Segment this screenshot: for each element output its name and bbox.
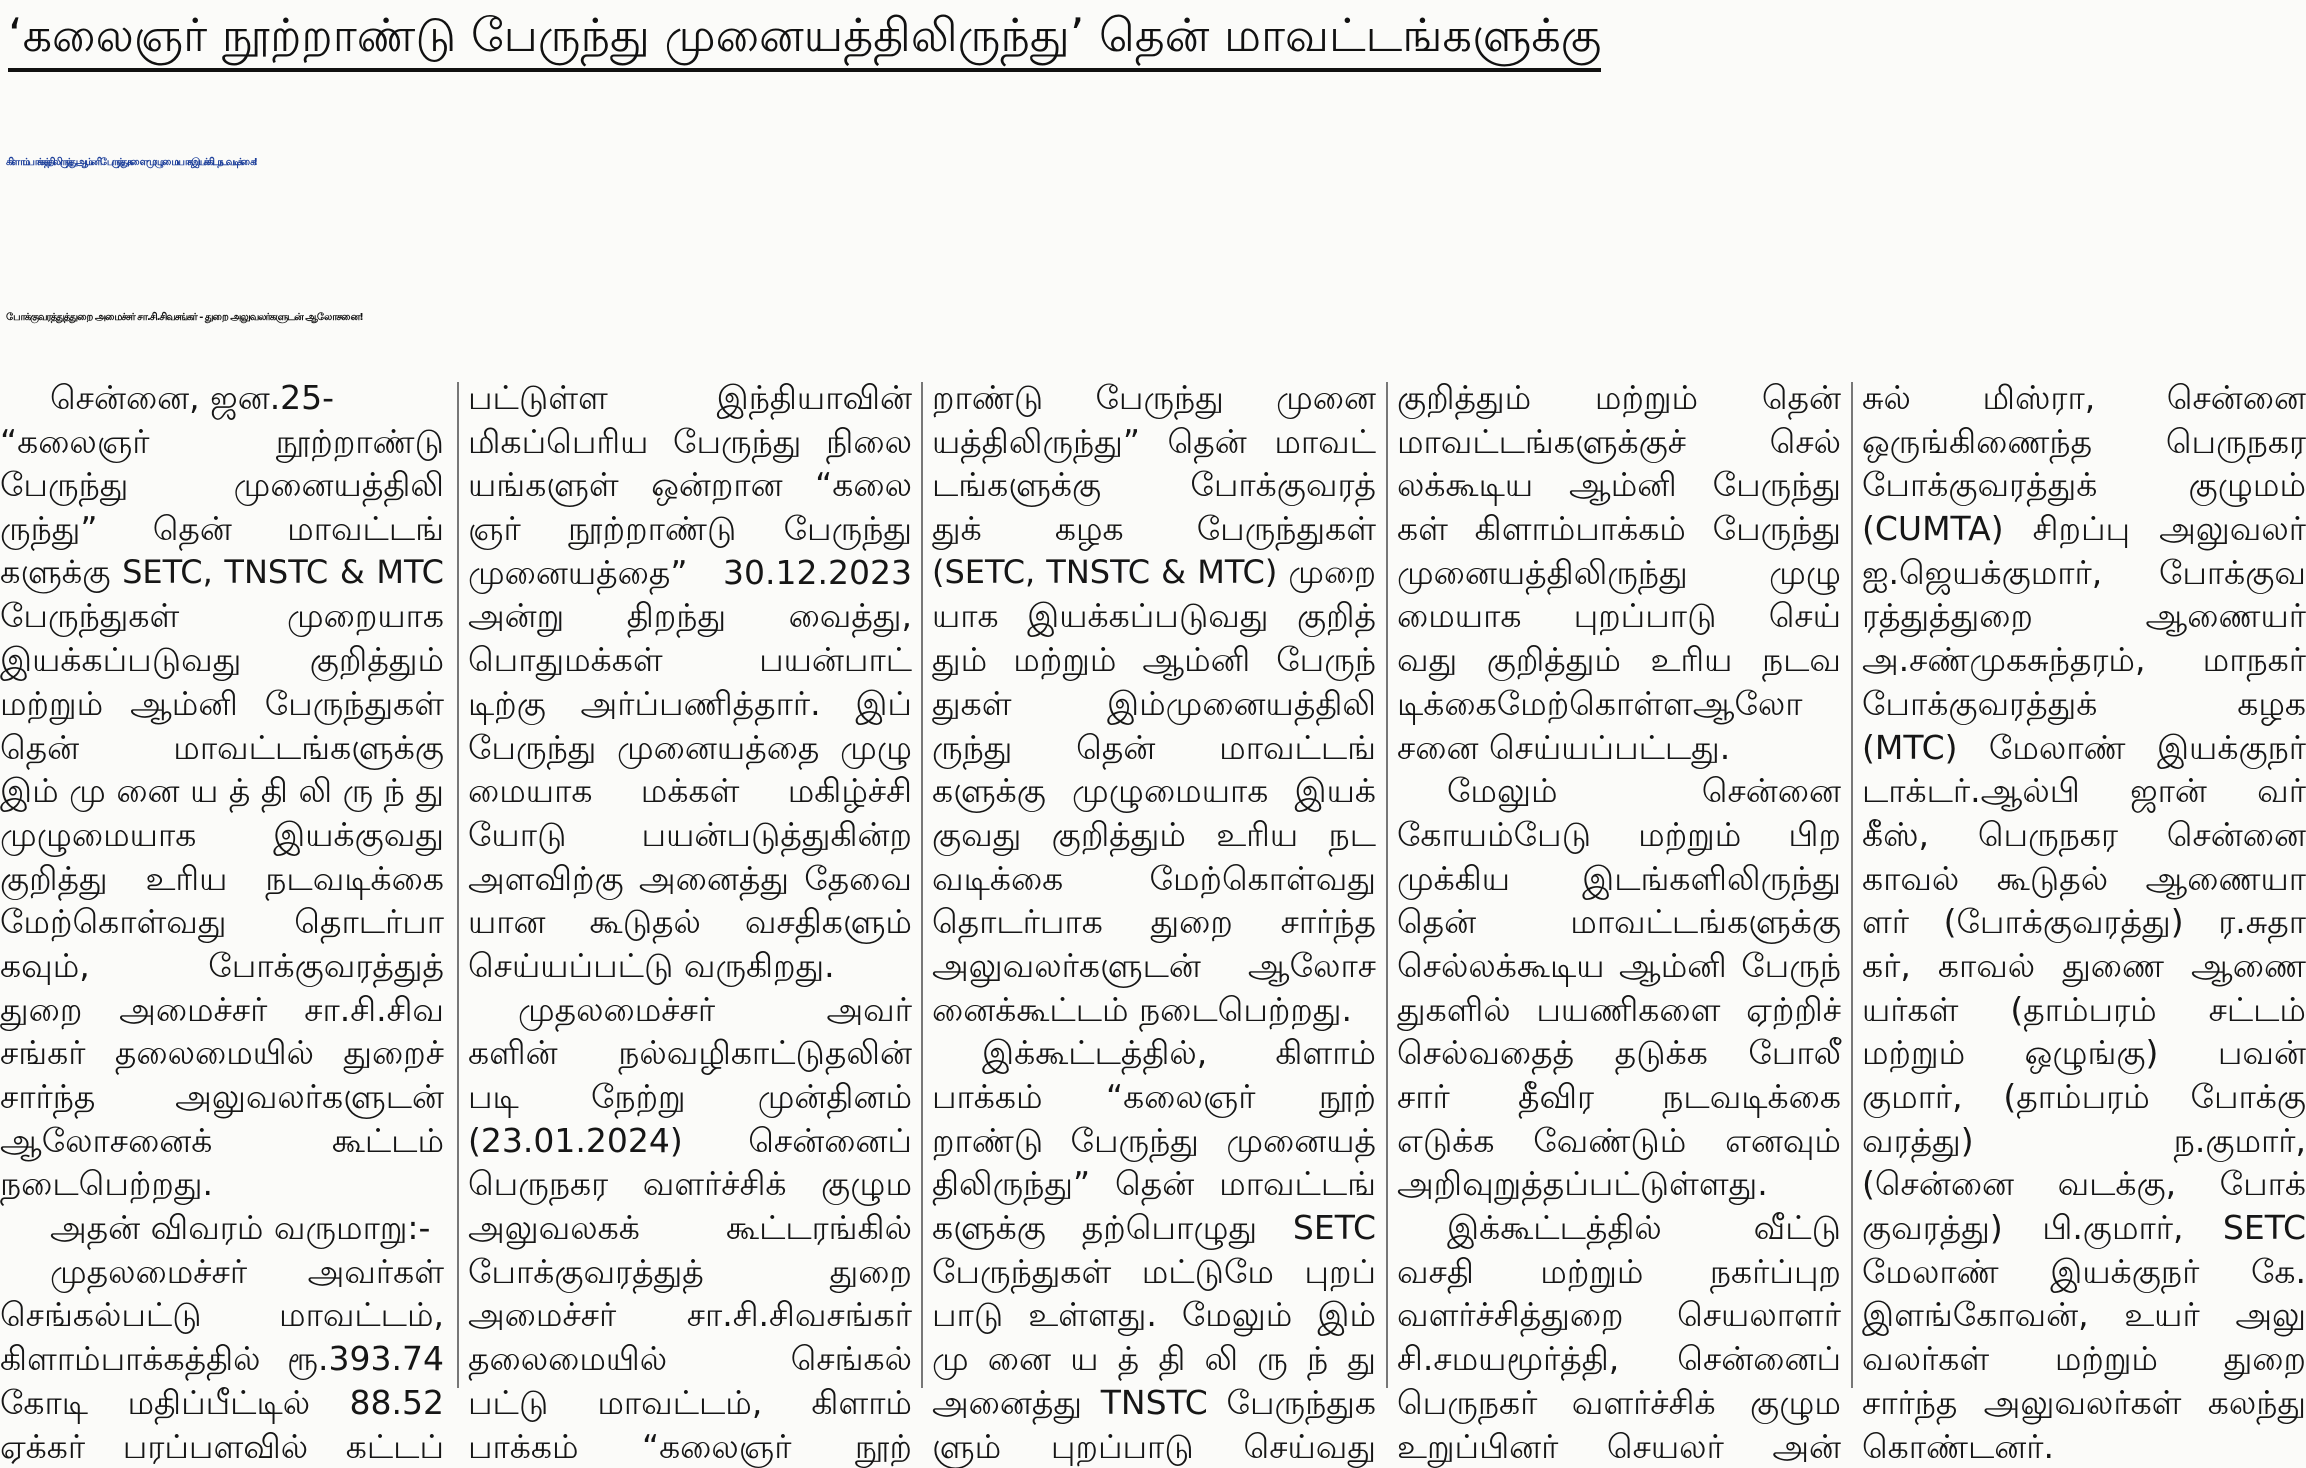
article-line: யத்திலிருந்து” தென் மாவட் xyxy=(932,420,1376,464)
article-line: வது குறித்தும் உரிய நடவ xyxy=(1397,638,1841,682)
article-line: மையாக புறப்பாடு செய் xyxy=(1397,594,1841,638)
article-line: தொடர்பாக துறை சார்ந்த xyxy=(932,900,1376,944)
article-line: பட்டுள்ள இந்தியாவின் xyxy=(468,376,912,420)
column-divider xyxy=(1386,382,1388,1388)
article-line: கீஸ், பெருநகர சென்னை xyxy=(1862,813,2306,857)
article-line: டிக்கைமேற்கொள்ளஆலோ xyxy=(1397,682,1841,726)
article-line: அன்று திறந்து வைத்து, xyxy=(468,594,912,638)
article-line: சுல் மிஸ்ரா, சென்னை xyxy=(1862,376,2306,420)
article-line: சார்ந்த அலுவலர்கள் கலந்து xyxy=(1862,1381,2306,1425)
article-line: சி.சமயமூர்த்தி, சென்னைப் xyxy=(1397,1337,1841,1381)
article-line: றாண்டு பேருந்து முனையத் xyxy=(932,1119,1376,1163)
article-line: ஏக்கர் பரப்பளவில் கட்டப் xyxy=(0,1425,444,1468)
article-columns xyxy=(0,376,2302,1394)
article-line: யங்களுள் ஒன்றான “கலை xyxy=(468,463,912,507)
article-line: குறித்து உரிய நடவடிக்கை xyxy=(0,857,444,901)
article-line: பெருநகர் வளர்ச்சிக் குழும xyxy=(1397,1381,1841,1425)
article-line: கள் கிளாம்பாக்கம் பேருந்து xyxy=(1397,507,1841,551)
article-line: திலிருந்து” தென் மாவட்டங் xyxy=(932,1162,1376,1206)
article-line: களுக்கு SETC, TNSTC & MTC xyxy=(0,551,444,595)
article-line: (MTC) மேலாண் இயக்குநர் xyxy=(1862,726,2306,770)
article-line: றாண்டு பேருந்து முனை xyxy=(932,376,1376,420)
article-line: களுக்கு தற்பொழுது SETC xyxy=(932,1206,1376,1250)
article-line: முதலமைச்சர் அவர்கள் xyxy=(0,1250,444,1294)
article-line: உறுப்பினர் செயலர் அன் xyxy=(1397,1425,1841,1468)
article-line: களுக்கு முழுமையாக இயக் xyxy=(932,769,1376,813)
article-line: செங்கல்பட்டு மாவட்டம், xyxy=(0,1293,444,1337)
article-line: டிற்கு அர்ப்பணித்தார். இப் xyxy=(468,682,912,726)
article-line: ஒருங்கிணைந்த பெருநகர xyxy=(1862,420,2306,464)
article-line: அதன் விவரம் வருமாறு:- xyxy=(0,1206,444,1250)
article-line: குவது குறித்தும் உரிய நட xyxy=(932,813,1376,857)
kicker-line: ‘கலைஞர் நூற்றாண்டு பேருந்து முனையத்திலிருந்து’ தென் மாவட்டங்களுக்கு xyxy=(8,4,1601,72)
article-line: படி நேற்று முன்தினம் xyxy=(468,1075,912,1119)
column-divider xyxy=(457,382,459,1388)
article-column-1 xyxy=(0,376,444,1394)
article-line: ருந்து தென் மாவட்டங் xyxy=(932,726,1376,770)
article-line: அ.சண்முகசுந்தரம், மாநகர் xyxy=(1862,638,2306,682)
article-line: கவும், போக்குவரத்துத் xyxy=(0,944,444,988)
article-line: துக் கழக பேருந்துகள் xyxy=(932,507,1376,551)
article-line: போக்குவரத்துத் துறை xyxy=(468,1250,912,1294)
article-line: மேற்கொள்வது தொடர்பா xyxy=(0,900,444,944)
article-line: கிளாம்பாக்கத்தில் ரூ.393.74 xyxy=(0,1337,444,1381)
article-line: பொதுமக்கள் பயன்பாட் xyxy=(468,638,912,682)
article-line: மு னை ய த் தி லி ரு ந் து xyxy=(932,1337,1376,1381)
article-line: அளவிற்கு அனைத்து தேவை xyxy=(468,857,912,901)
article-line: சார்ந்த அலுவலர்களுடன் xyxy=(0,1075,444,1119)
article-line: தென் மாவட்டங்களுக்கு xyxy=(1397,900,1841,944)
article-line: இயக்கப்படுவது குறித்தும் xyxy=(0,638,444,682)
article-line: வரத்து) ந.குமார், xyxy=(1862,1119,2306,1163)
article-line: ரத்துத்துறை ஆணையர் xyxy=(1862,594,2306,638)
article-line: மற்றும் ஆம்னி பேருந்துகள் xyxy=(0,682,444,726)
article-line: யர்கள் (தாம்பரம் சட்டம் xyxy=(1862,988,2306,1032)
article-line: (SETC, TNSTC & MTC) முறை xyxy=(932,551,1376,595)
article-line: மிகப்பெரிய பேருந்து நிலை xyxy=(468,420,912,464)
article-line: (CUMTA) சிறப்பு அலுவலர் xyxy=(1862,507,2306,551)
article-line: செல்வதைத் தடுக்க போலீ xyxy=(1397,1031,1841,1075)
article-line: களின் நல்வழிகாட்டுதலின் xyxy=(468,1031,912,1075)
article-line: செய்யப்பட்டு வருகிறது. xyxy=(468,944,912,988)
article-line: பேருந்துகள் மட்டுமே புறப் xyxy=(932,1250,1376,1294)
article-line: துகளில் பயணிகளை ஏற்றிச் xyxy=(1397,988,1841,1032)
article-line: இளங்கோவன், உயர் அலு xyxy=(1862,1293,2306,1337)
article-line: கர், காவல் துணை ஆணை xyxy=(1862,944,2306,988)
article-line: துறை அமைச்சர் சா.சி.சிவ xyxy=(0,988,444,1032)
article-line: பேருந்துகள் முறையாக xyxy=(0,594,444,638)
headline: கிளாம்பாக்கத்திலிருந்து ஆம்னி பேருந்துகளை முழுமையாக இயக்கிட நடவடிக்கை! xyxy=(6,88,2298,238)
article-line: தும் மற்றும் ஆம்னி பேருந் xyxy=(932,638,1376,682)
article-line: வளர்ச்சித்துறை செயலாளர் xyxy=(1397,1293,1841,1337)
article-line: சங்கர் தலைமையில் துறைச் xyxy=(0,1031,444,1075)
article-line: யாக இயக்கப்படுவது குறித் xyxy=(932,594,1376,638)
column-divider xyxy=(1851,382,1853,1388)
article-line: கோடி மதிப்பீட்டில் 88.52 xyxy=(0,1381,444,1425)
article-column-4 xyxy=(1397,376,1841,1394)
article-line: ளும் புறப்பாடு செய்வது xyxy=(932,1425,1376,1468)
article-line: (23.01.2024) சென்னைப் xyxy=(468,1119,912,1163)
article-line: வலர்கள் மற்றும் துறை xyxy=(1862,1337,2306,1381)
article-line: போக்குவரத்துக் கழக xyxy=(1862,682,2306,726)
article-line: சனை செய்யப்பட்டது. xyxy=(1397,726,1841,770)
article-line: தென் மாவட்டங்களுக்கு xyxy=(0,726,444,770)
article-line: “கலைஞர் நூற்றாண்டு xyxy=(0,420,444,464)
article-line: மற்றும் ஒழுங்கு) பவன் xyxy=(1862,1031,2306,1075)
article-line: மேலாண் இயக்குநர் கே. xyxy=(1862,1250,2306,1294)
article-column-3 xyxy=(932,376,1376,1394)
article-line: ளர் (போக்குவரத்து) ர.சுதா xyxy=(1862,900,2306,944)
article-line: செல்லக்கூடிய ஆம்னி பேருந் xyxy=(1397,944,1841,988)
article-line: முனையத்திலிருந்து முழு xyxy=(1397,551,1841,595)
article-line: வடிக்கை மேற்கொள்வது xyxy=(932,857,1376,901)
article-line: அலுவலர்களுடன் ஆலோச xyxy=(932,944,1376,988)
article-line: டாக்டர்.ஆல்பி ஜான் வர் xyxy=(1862,769,2306,813)
article-line: முதலமைச்சர் அவர் xyxy=(468,988,912,1032)
article-line: சென்னை, ஜன.25- xyxy=(0,376,444,420)
article-line: முழுமையாக இயக்குவது xyxy=(0,813,444,857)
article-line: போக்குவரத்துக் குழுமம் xyxy=(1862,463,2306,507)
article-line: நடைபெற்றது. xyxy=(0,1162,444,1206)
article-line: கோயம்பேடு மற்றும் பிற xyxy=(1397,813,1841,857)
article-line: பேருந்து முனையத்தை முழு xyxy=(468,726,912,770)
article-line: பெருநகர வளர்ச்சிக் குழும xyxy=(468,1162,912,1206)
article-line: இக்கூட்டத்தில் வீட்டு xyxy=(1397,1206,1841,1250)
article-line: மையாக மக்கள் மகிழ்ச்சி xyxy=(468,769,912,813)
article-line: பாடு உள்ளது. மேலும் இம் xyxy=(932,1293,1376,1337)
article-line: அனைத்து TNSTC பேருந்துக xyxy=(932,1381,1376,1425)
article-line: னைக்கூட்டம் நடைபெற்றது. xyxy=(932,988,1376,1032)
column-divider xyxy=(921,382,923,1388)
article-line: முக்கிய இடங்களிலிருந்து xyxy=(1397,857,1841,901)
article-line: துகள் இம்முனையத்திலி xyxy=(932,682,1376,726)
article-line: பேருந்து முனையத்திலி xyxy=(0,463,444,507)
article-line: காவல் கூடுதல் ஆணையா xyxy=(1862,857,2306,901)
article-line: அமைச்சர் சா.சி.சிவசங்கர் xyxy=(468,1293,912,1337)
article-line: பாக்கம் “கலைஞர் நூற் xyxy=(932,1075,1376,1119)
article-line: தலைமையில் செங்கல் xyxy=(468,1337,912,1381)
article-line: லக்கூடிய ஆம்னி பேருந்து xyxy=(1397,463,1841,507)
article-line: டங்களுக்கு போக்குவரத் xyxy=(932,463,1376,507)
article-line: குறித்தும் மற்றும் தென் xyxy=(1397,376,1841,420)
article-line: வசதி மற்றும் நகர்ப்புற xyxy=(1397,1250,1841,1294)
article-line: இக்கூட்டத்தில், கிளாம் xyxy=(932,1031,1376,1075)
article-line: அறிவுறுத்தப்பட்டுள்ளது. xyxy=(1397,1162,1841,1206)
article-column-5 xyxy=(1862,376,2306,1394)
article-line: பாக்கம் “கலைஞர் நூற் xyxy=(468,1425,912,1468)
article-line: (சென்னை வடக்கு, போக் xyxy=(1862,1162,2306,1206)
article-line: ஐ.ஜெயக்குமார், போக்குவ xyxy=(1862,551,2306,595)
article-line: எடுக்க வேண்டும் எனவும் xyxy=(1397,1119,1841,1163)
article-line: மேலும் சென்னை xyxy=(1397,769,1841,813)
article-line: குவரத்து) பி.குமார், SETC xyxy=(1862,1206,2306,1250)
article-line: ருந்து” தென் மாவட்டங் xyxy=(0,507,444,551)
article-line: இம் மு னை ய த் தி லி ரு ந் து xyxy=(0,769,444,813)
article-line: குமார், (தாம்பரம் போக்கு xyxy=(1862,1075,2306,1119)
article-line: பட்டு மாவட்டம், கிளாம் xyxy=(468,1381,912,1425)
article-line: முனையத்தை” 30.12.2023 xyxy=(468,551,912,595)
article-line: மாவட்டங்களுக்குச் செல் xyxy=(1397,420,1841,464)
article-line: ஞர் நூற்றாண்டு பேருந்து xyxy=(468,507,912,551)
article-line: சார் தீவிர நடவடிக்கை xyxy=(1397,1075,1841,1119)
article-line: யோடு பயன்படுத்துகின்ற xyxy=(468,813,912,857)
article-column-2 xyxy=(468,376,912,1394)
article-line: யான கூடுதல் வசதிகளும் xyxy=(468,900,912,944)
subheadline: போக்குவரத்துத்துறை அமைச்சர் சா.சி.சிவசங்கர் - துறை அலுவலர்களுடன் ஆலோசனை! xyxy=(6,278,2298,358)
article-line: கொண்டனர். xyxy=(1862,1425,2306,1468)
article-line: ஆலோசனைக் கூட்டம் xyxy=(0,1119,444,1163)
article-line: அலுவலகக் கூட்டரங்கில் xyxy=(468,1206,912,1250)
